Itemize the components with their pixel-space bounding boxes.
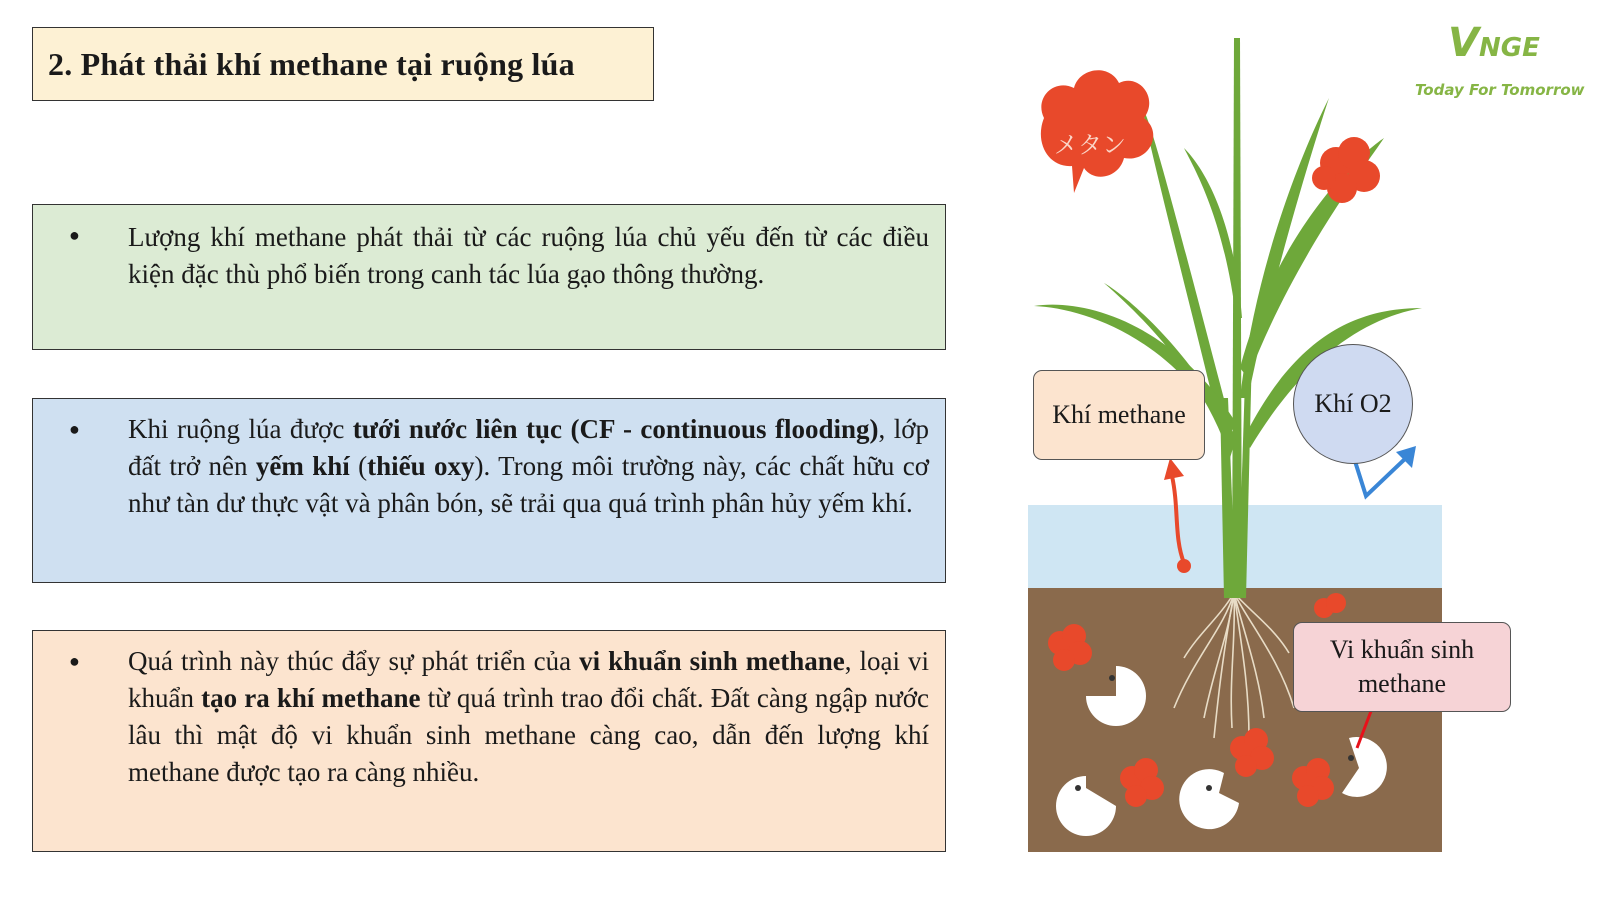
card-text-run: Lượng khí methane phát thải từ các ruộng lúa chủ yếu đến từ các điều kiện đặc thù phổ biến trong canh tác lúa gạo thông thường. <box>128 222 929 289</box>
logo-mark-v: V <box>1448 20 1479 66</box>
card-text <box>128 219 929 293</box>
info-card-conditions <box>32 204 946 350</box>
card-text-bold: vi khuẩn sinh methane <box>579 646 845 676</box>
card-text-run: Khi ruộng lúa được <box>128 414 353 444</box>
slide-title: 2. Phát thải khí methane tại ruộng lúa <box>32 27 654 101</box>
card-text-run: , lớp đất trở nên <box>128 414 929 481</box>
card-text-bold: thiếu oxy <box>367 451 475 481</box>
card-text-bold: yếm khí <box>255 451 350 481</box>
card-text <box>128 643 929 791</box>
info-card-flooding <box>32 398 946 583</box>
logo-tagline: Today For Tomorrow <box>1415 81 1585 99</box>
card-text-run: , loại vi khuẩn <box>128 646 929 713</box>
info-card-bacteria <box>32 630 946 852</box>
card-text-bold: tạo ra khí methane <box>201 683 421 713</box>
bullet-dot: ● <box>69 419 80 439</box>
label-methanogenic-bacteria: Vi khuẩn sinh methane <box>1293 622 1511 712</box>
vnge-logo <box>1400 15 1585 110</box>
bullet-dot: ● <box>69 651 80 671</box>
card-text-run: Quá trình này thúc đẩy sự phát triển của <box>128 646 580 676</box>
logo-mark <box>1448 21 1540 70</box>
bubble-text: メタン <box>1054 131 1126 159</box>
card-text-bold: tưới nước liên tục (CF - continuous flooding) <box>352 414 879 444</box>
label-o2-gas: Khí O2 <box>1293 344 1413 464</box>
card-text-run: ( <box>349 451 368 481</box>
logo-mark-rest: NGE <box>1478 33 1540 63</box>
card-text-run: từ quá trình trao đổi chất. Đất càng ngập nước lâu thì mật độ vi khuẩn sinh methane càng cao, dẫn đến lượng khí methane được tạo ra càng nhiều. <box>128 683 929 787</box>
card-text-run: ). Trong môi trường này, các chất hữu cơ như tàn dư thực vật và phân bón, sẽ trải qua quá trình phân hủy yếm khí. <box>128 451 929 518</box>
label-methane-gas: Khí methane <box>1033 370 1205 460</box>
bullet-dot: ● <box>69 225 80 245</box>
methane-drop-icon <box>1177 559 1191 573</box>
card-text <box>128 411 929 522</box>
